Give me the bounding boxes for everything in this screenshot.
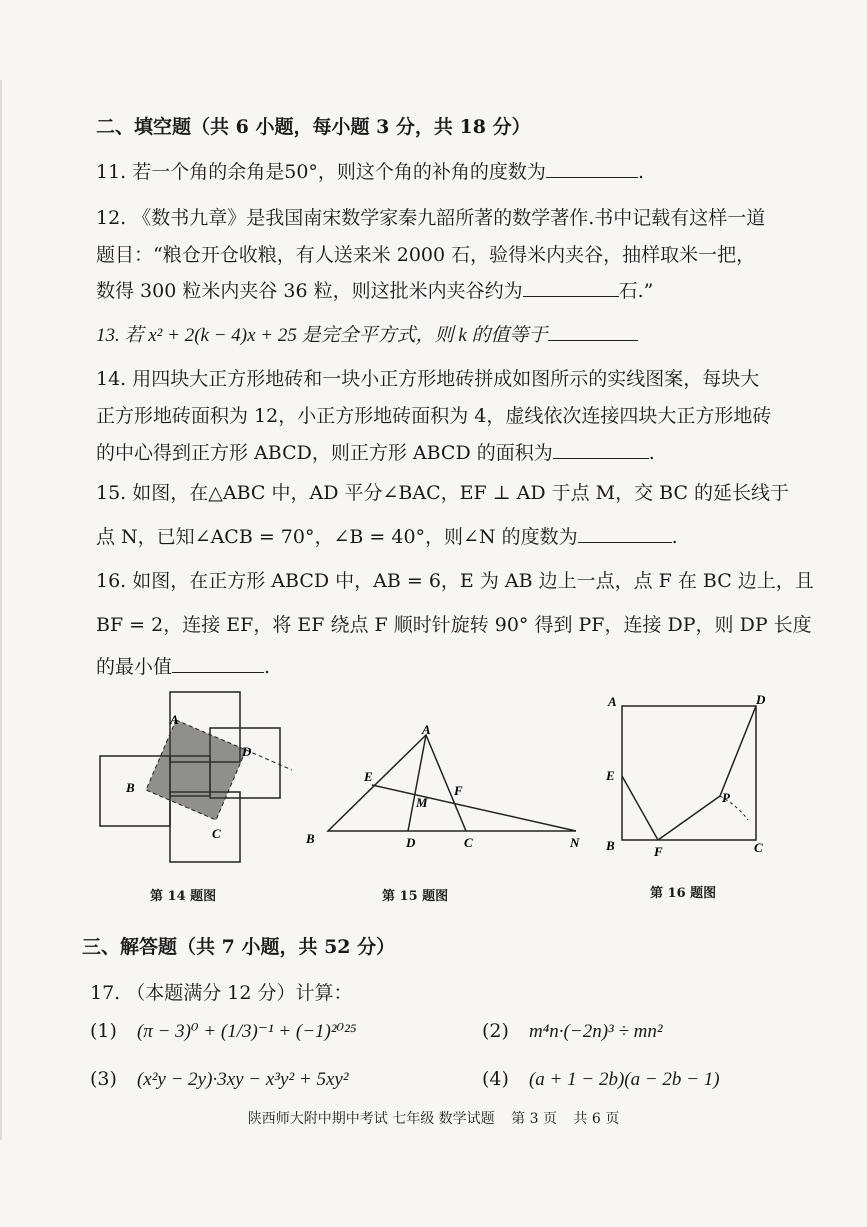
question-12-text: 数得 300 粒米内夹谷 36 粒，则这批米内夹谷约为 [96, 280, 523, 302]
segment-dp [720, 706, 756, 796]
fig16-label-c: C [754, 840, 763, 855]
question-15-text: 点 N，已知∠ACB = 70°，∠B = 40°，则∠N 的度数为 [96, 526, 578, 548]
segment-ef [622, 776, 658, 840]
fig16-label-d: D [756, 692, 766, 707]
answer-blank-13[interactable] [548, 322, 638, 341]
section-2-heading: 二、填空题（共 6 小题，每小题 3 分，共 18 分） [96, 116, 531, 138]
question-17-part-2 [482, 1020, 663, 1043]
part-3-expression: (x²y − 2y)·3xy − x³y² + 5xy² [136, 1069, 349, 1090]
question-17-title: 17. （本题满分 12 分）计算： [90, 982, 353, 1004]
question-17-part-3 [90, 1068, 349, 1091]
figure-15 [300, 725, 590, 855]
question-13 [96, 320, 638, 347]
question-17-part-1 [90, 1020, 356, 1043]
part-3-label: (3) [90, 1068, 117, 1090]
page-footer [0, 1108, 867, 1128]
fig15-label-f: F [454, 783, 463, 798]
part-1-label: (1) [90, 1020, 117, 1042]
part-4-expression: (a + 1 − 2b)(a − 2b − 1) [528, 1069, 720, 1090]
question-14-line-3 [96, 438, 655, 465]
figure-14 [96, 690, 296, 865]
square-abcd [146, 720, 246, 820]
footer-page-number: 第 3 页 [511, 1111, 557, 1127]
question-14-text: 的中心得到正方形 ABCD，则正方形 ABCD 的面积为 [96, 442, 553, 464]
question-17-part-4 [482, 1068, 720, 1091]
fig16-label-f: F [654, 844, 663, 859]
dashed-extension [246, 750, 292, 770]
fig16-label-a: A [608, 694, 617, 709]
question-14-end: . [648, 442, 655, 464]
fig15-label-n: N [570, 835, 580, 850]
question-16-end: . [264, 656, 271, 678]
question-11-text: 11. 若一个角的余角是50°，则这个角的补角的度数为 [96, 161, 546, 183]
question-11-end: . [637, 161, 644, 183]
answer-blank-14[interactable] [553, 440, 649, 459]
part-2-expression: m⁴n·(−2n)³ ÷ mn² [528, 1021, 663, 1042]
fig15-label-m: M [416, 795, 428, 810]
fig14-label-c: C [212, 826, 221, 841]
figure-16 [600, 690, 790, 865]
fig15-label-a: A [422, 725, 431, 737]
footer-school: 陕西师大附中期中考试 七年级 数学试题 [247, 1111, 495, 1127]
square-abcd [622, 706, 756, 840]
page-edge-shadow [0, 80, 2, 1140]
question-16-text: 的最小值 [96, 656, 173, 678]
triangle-abc [328, 735, 466, 831]
section-3-heading: 三、解答题（共 7 小题，共 52 分） [82, 936, 396, 958]
fig15-label-e: E [364, 769, 373, 784]
question-11 [96, 157, 644, 184]
part-2-label: (2) [482, 1020, 509, 1042]
answer-blank-12[interactable] [523, 278, 619, 297]
question-14-line-1: 14. 用四块大正方形地砖和一块小正方形地砖拼成如图所示的实线图案，每块大 [96, 368, 760, 390]
answer-blank-16[interactable] [172, 654, 264, 673]
question-16-line-2: BF = 2，连接 EF，将 EF 绕点 F 顺时针旋转 90° 得到 PF，连接 DP，则 DP 长度 [96, 614, 812, 636]
fig16-label-p: P [722, 790, 730, 805]
segment-fp [658, 796, 720, 840]
part-1-expression: (π − 3)⁰ + (1/3)⁻¹ + (−1)²⁰²⁵ [136, 1021, 357, 1042]
question-12-line-1: 12. 《数书九章》是我国南宋数学家秦九韶所著的数学著作.书中记载有这样一道 [96, 207, 766, 229]
question-16-line-3 [96, 652, 270, 679]
question-15-line-1: 15. 如图，在△ABC 中，AD 平分∠BAC，EF ⊥ AD 于点 M，交 BC 的延长线于 [96, 482, 790, 504]
fig16-label-e: E [606, 768, 615, 783]
question-12-end: 石.” [618, 280, 654, 302]
part-4-label: (4) [482, 1068, 509, 1090]
question-16-line-1: 16. 如图，在正方形 ABCD 中，AB = 6，E 为 AB 边上一点，点 F 在 BC 边上，且 [96, 570, 814, 592]
fig14-label-b: B [126, 780, 135, 795]
question-14-line-2: 正方形地砖面积为 12，小正方形地砖面积为 4，虚线依次连接四块大正方形地砖 [96, 405, 772, 427]
question-15-end: . [671, 526, 678, 548]
fig15-label-d: D [406, 835, 416, 850]
fig14-label-d: D [242, 744, 252, 759]
fig16-label-b: B [606, 838, 615, 853]
answer-blank-15[interactable] [578, 524, 672, 543]
fig15-label-b: B [306, 831, 315, 846]
answer-blank-11[interactable] [546, 159, 638, 178]
footer-total-pages: 共 6 页 [573, 1111, 620, 1127]
figure-14-caption: 第 14 题图 [150, 889, 217, 904]
fig14-label-a: A [170, 712, 179, 727]
question-12-line-3 [96, 276, 653, 303]
question-15-line-2 [96, 522, 678, 549]
figure-16-caption: 第 16 题图 [650, 886, 717, 901]
figure-15-caption: 第 15 题图 [382, 889, 449, 904]
question-12-line-2: 题目：“粮仓开仓收粮，有人送来米 2000 石，验得米内夹谷，抽样取米一把， [96, 244, 756, 266]
segment-en [372, 785, 576, 831]
fig15-label-c: C [464, 835, 473, 850]
question-13-text: 13. 若 x² + 2(k − 4)x + 25 是完全平方式，则 k 的值等于 [96, 325, 548, 346]
